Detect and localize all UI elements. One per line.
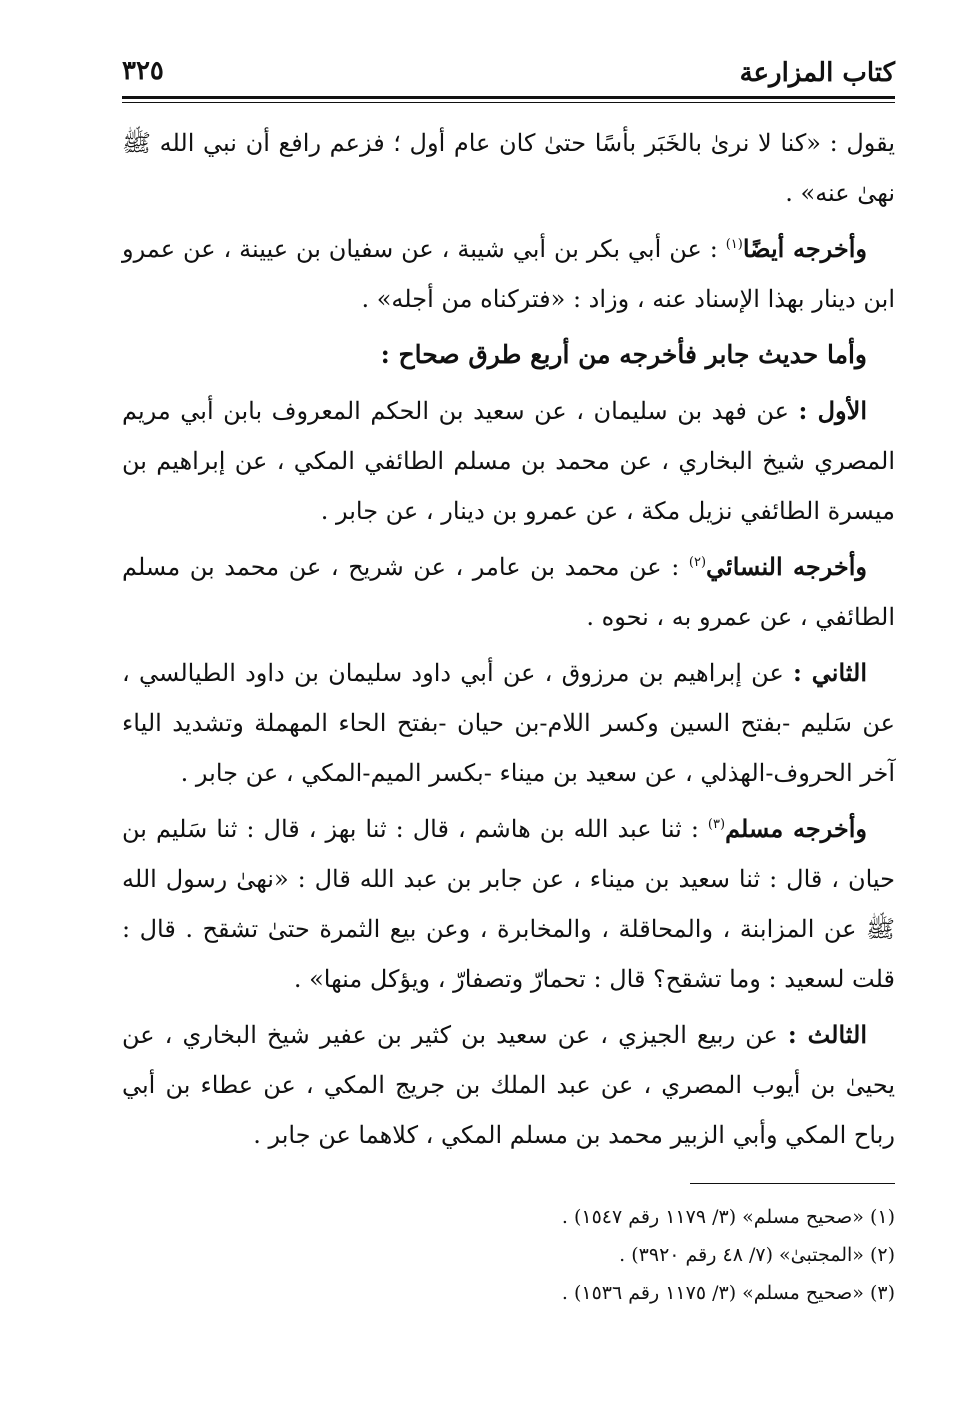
footnote-ref-1[interactable]: (١): [725, 237, 743, 252]
paragraph-7-text: عن ربيع الجيزي ، عن سعيد بن كثير بن عفير شيخ البخاري ، عن يحيىٰ بن أيوب المصري ، عن عبد الملك بن جريج المكي ، عن عطاء بن أبي رباح المكي وأبي الزبير محمد بن مسلم المكي ، كلاهما عن جابر .: [122, 1021, 895, 1149]
footnote-3: (٣) «صحيح مسلم» (٣/ ١١٧٥ رقم ١٥٣٦) .: [561, 1282, 895, 1304]
paragraph-3: [122, 386, 895, 536]
footnote-ref-2[interactable]: (٢): [688, 555, 707, 570]
paragraph-6-text: : ثنا عبد الله بن هاشم ، قال : ثنا بهز ، قال : ثنا سَليم بن حيان ، قال : ثنا سعيد بن ميناء ، عن جابر بن عبد الله قال : «نهىٰ رسول الله ﷺ عن المزابنة ، والمحاقلة ، والمخابرة ، وعن بيع الثمرة حتىٰ تشقح . قال : قلت لسعيد : وما تشقح؟ قال : تحمارّ وتصفارّ ، ويؤكل منها» .: [122, 815, 895, 993]
paragraph-2-lead: وأخرجه أيضًا: [742, 234, 867, 263]
paragraph-2: [122, 224, 895, 324]
chapter-title: كتاب المزارعة: [739, 58, 895, 88]
page-header: [122, 52, 895, 96]
paragraph-7-lead: الثالث :: [787, 1020, 867, 1049]
paragraph-3-text: عن فهد بن سليمان ، عن سعيد بن الحكم المعروف بابن أبي مريم المصري شيخ البخاري ، عن محمد بن مسلم الطائفي المكي ، عن إبراهيم بن ميسرة الطائفي نزيل مكة ، عن عمرو بن دينار ، عن جابر .: [122, 397, 895, 525]
footnote-separator: [690, 1183, 895, 1184]
paragraph-4-lead: وأخرجه النسائي: [706, 552, 868, 581]
footnote-1: (١) «صحيح مسلم» (٣/ ١١٧٩ رقم ١٥٤٧) .: [561, 1206, 895, 1228]
main-text: [122, 118, 895, 1166]
paragraph-2-text: : عن أبي بكر بن أبي شيبة ، عن سفيان بن عيينة ، عن عمرو ابن دينار بهذا الإسناد عنه ، وزاد : «فتركناه من أجله» .: [122, 235, 895, 313]
page-number: ٣٢٥: [122, 56, 164, 86]
paragraph-6-lead: وأخرجه مسلم: [725, 814, 868, 843]
paragraph-7: [122, 1010, 895, 1160]
paragraph-3-lead: الأول :: [798, 396, 867, 425]
paragraph-1: [122, 118, 895, 218]
paragraph-4: [122, 542, 895, 642]
header-rule-thick: [122, 96, 895, 99]
section-heading: وأما حديث جابر فأخرجه من أربع طرق صحاح :: [380, 340, 867, 369]
paragraph-4-text: : عن محمد بن عامر ، عن شريح ، عن محمد بن مسلم الطائفي ، عن عمرو به ، نحوه .: [122, 553, 895, 631]
paragraph-5-text: عن إبراهيم بن مرزوق ، عن أبي داود سليمان بن داود الطيالسي ، عن سَليم -بفتح السين وكسر اللام-بن حيان -بفتح الحاء المهملة وتشديد الياء آخر الحروف-الهذلي ، عن سعيد بن ميناء -بكسر الميم-المكي ، عن جابر .: [122, 659, 895, 787]
footnotes: [122, 1198, 895, 1312]
paragraph-6: [122, 804, 895, 1004]
paragraph-5: [122, 648, 895, 798]
header-rule-thin: [122, 102, 895, 103]
footnote-ref-3[interactable]: (٣): [707, 817, 726, 832]
footnote-2: (٢) «المجتبىٰ» (٧/ ٤٨ رقم ٣٩٢٠) .: [619, 1244, 895, 1266]
paragraph-1-text: يقول : «كنا لا نرىٰ بالخَبَر بأسًا حتىٰ كان عام أول ؛ فزعم رافع أن نبي الله ﷺ نهىٰ عنه» .: [122, 129, 895, 207]
paragraph-5-lead: الثاني :: [792, 658, 867, 687]
